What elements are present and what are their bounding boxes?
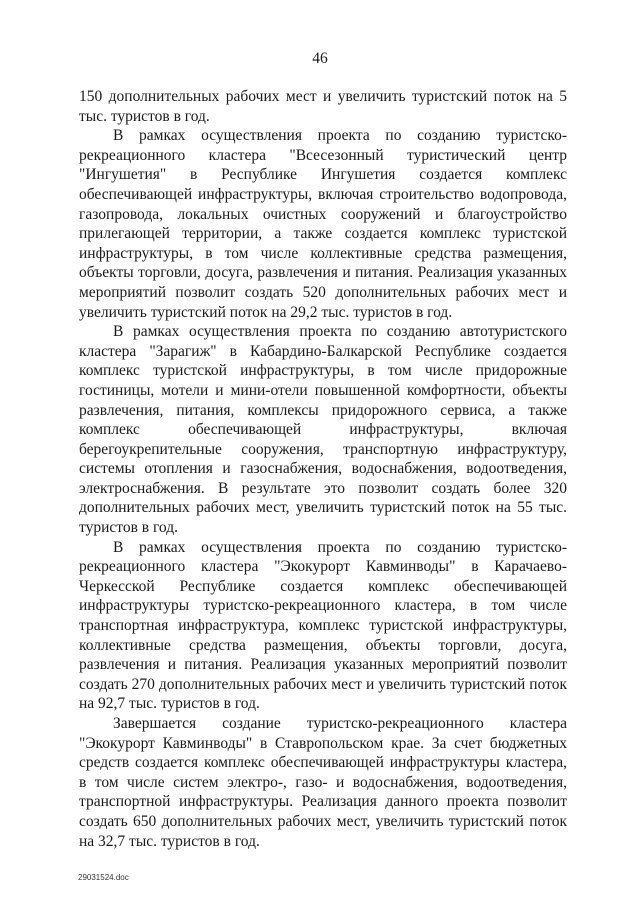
document-body [79,87,567,851]
footer-file-name: 29031524.doc [78,873,129,882]
paragraph-kchr-ecoresort-cluster: В рамках осуществления проекта по созданию туристско-рекреационного кластера "Экокурорт Кавминводы" в Карачаево-Черкесской Республике создается комплекс обеспечивающей инфраструктуры туристско-рекреационного кластера, в том числе транспортная инфраструктура, комплекс туристской инфраструктуры, коллективные средства размещения, объекты торговли, досуга, развлечения и питания. Реализация указанных мероприятий позволит создать 270 дополнительных рабочих мест и увеличить туристский поток на 92,7 тыс. туристов в год. [79,538,567,713]
paragraph-continuation: 150 дополнительных рабочих мест и увеличить туристский поток на 5 тыс. туристов в год. [79,88,567,125]
page-number: 46 [312,50,328,67]
paragraph-stavropol-ecoresort-cluster: Завершается создание туристско-рекреационного кластера "Экокурорт Кавминводы" в Ставропольском крае. За счет бюджетных средств создается комплекс обеспечивающей инфраструктуры кластера, в том числе систем электро-, газо- и водоснабжения, водоотведения, транспортной инфраструктуры. Реализация данного проекта позволит создать 650 дополнительных рабочих мест, увеличить туристский поток на 32,7 тыс. туристов в год. [79,715,567,850]
paragraph-ingushetia-cluster: В рамках осуществления проекта по созданию туристско-рекреационного кластера "Всесезонный туристический центр "Ингушетия" в Республике Ингушетия создается комплекс обеспечивающей инфраструктуры, включая строительство водопровода, газопровода, локальных очистных сооружений и благоустройство прилегающей территории, а также создается комплекс туристской инфраструктуры, в том числе коллективные средства размещения, объекты торговли, досуга, развлечения и питания. Реализация указанных мероприятий позволит создать 520 дополнительных рабочих мест и увеличить туристский поток на 29,2 тыс. туристов в год. [79,127,567,321]
paragraph-zaragizh-cluster: В рамках осуществления проекта по созданию автотуристского кластера "Зарагиж" в Кабардино-Балкарской Республике создается комплекс туристской инфраструктуры, в том числе придорожные гостиницы, мотели и мини-отели повышенной комфортности, объекты развлечения, питания, комплексы придорожного сервиса, а также комплекс обеспечивающей инфраструктуры, включая берегоукрепительные сооружения, транспортную инфраструктуру, системы отопления и газоснабжения, водоснабжения, водоотведения, электроснабжения. В результате это позволит создать более 320 дополнительных рабочих мест, увеличить туристский поток на 55 тыс. туристов в год. [79,323,567,537]
